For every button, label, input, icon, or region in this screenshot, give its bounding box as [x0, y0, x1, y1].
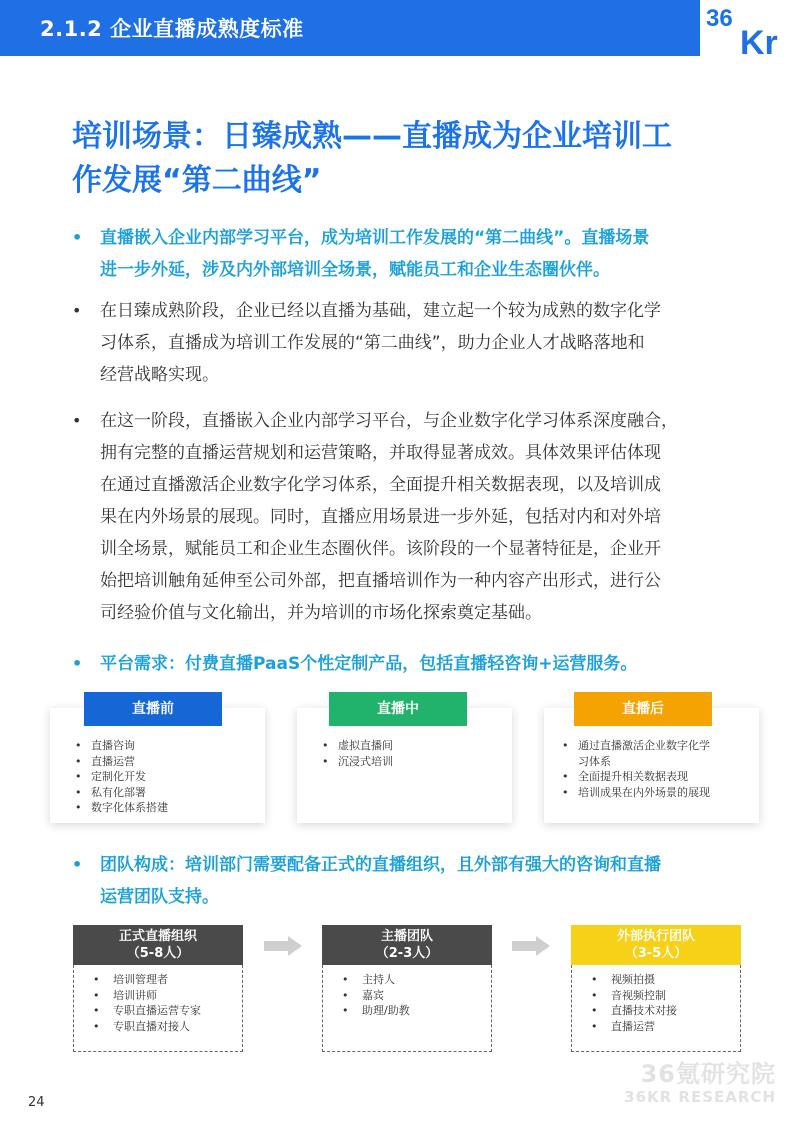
bullet-highlight [72, 222, 732, 286]
bullet-line: 在日臻成熟阶段，企业已经以直播为基础，建立起一个较为成熟的数字化学 [100, 301, 661, 321]
title-line: 作发展“第二曲线” [72, 163, 322, 198]
phase-list-during [322, 738, 393, 769]
bullet-dot-icon: • [72, 855, 83, 874]
team-list-formal [93, 972, 201, 1034]
list-item: • 直播运营 [591, 1019, 677, 1035]
team-head-formal [73, 925, 243, 965]
bullet-line: 平台需求：付费直播PaaS个性定制产品，包括直播轻咨询+运营服务。 [100, 654, 638, 674]
svg-text:36: 36 [706, 5, 733, 32]
team-size: （2-3人） [375, 946, 439, 961]
list-item-continuation: 习体系 [578, 754, 611, 768]
list-item: • 沉浸式培训 [322, 754, 393, 770]
bullet-list [72, 295, 732, 399]
list-item: • 直播咨询 [75, 738, 168, 754]
list-item: • 直播运营 [75, 754, 168, 770]
bullet-line: 始把培训触角延伸至公司外部，把直播培训作为一种内容产出形式，进行公 [100, 571, 661, 591]
team-name: 外部执行团队 [616, 929, 695, 944]
bullet-dot-icon: • [72, 301, 82, 320]
brand-logo [700, 0, 794, 56]
team-list-host [342, 972, 410, 1019]
bullet-list [72, 648, 732, 688]
bullet-line: 训全场景，赋能员工和企业生态圈伙伴。该阶段的一个显著特征是，企业开 [100, 539, 661, 559]
phase-list-before [75, 738, 168, 816]
list-item: • 专职直播对接人 [93, 1019, 201, 1035]
bullet-text [72, 295, 732, 391]
bullet-line: 直播嵌入企业内部学习平台，成为培训工作发展的“第二曲线”。直播场景 [100, 228, 650, 248]
team-size: （5-8人） [126, 946, 190, 961]
bullet-line: 在通过直播激活企业数字化学习体系，全面提升相关数据表现，以及培训成 [100, 475, 661, 495]
bullet-text [72, 405, 732, 629]
watermark [624, 1060, 776, 1106]
page-title [72, 115, 752, 203]
bullet-dot-icon: • [72, 654, 83, 673]
list-item: • 嘉宾 [342, 988, 410, 1004]
phase-list-after [562, 738, 710, 800]
bullet-line: 团队构成：培训部门需要配备正式的直播组织，且外部有强大的咨询和直播 [100, 855, 661, 875]
list-item: • 主持人 [342, 972, 410, 988]
bullet-line: 果在内外场景的展现。同时，直播应用场景进一步外延，包括对内和对外培 [100, 507, 661, 527]
list-item: • 直播技术对接 [591, 1003, 677, 1019]
phase-label-after: 直播后 [574, 692, 712, 726]
bullet-line: 经营战略实现。 [100, 365, 219, 385]
bullet-dot-icon: • [72, 228, 83, 247]
list-item: • 数字化体系搭建 [75, 800, 168, 816]
watermark-cn: 36氪研究院 [640, 1060, 776, 1088]
list-item: • 视频拍摄 [591, 972, 677, 988]
page-number: 24 [28, 1095, 45, 1110]
bullet-highlight [72, 849, 732, 913]
arrow-right-icon [264, 936, 302, 956]
phase-label-before: 直播前 [84, 692, 222, 726]
bullet-highlight [72, 648, 732, 680]
list-item: • 私有化部署 [75, 785, 168, 801]
section-title: 2.1.2 企业直播成熟度标准 [40, 17, 304, 41]
title-line: 培训场景：日臻成熟——直播成为企业培训工 [72, 119, 672, 154]
bullet-line: 司经验价值与文化输出，并为培训的市场化探索奠定基础。 [100, 603, 542, 623]
header-bar [0, 0, 760, 56]
bullet-line: 在这一阶段，直播嵌入企业内部学习平台，与企业数字化学习体系深度融合， [100, 411, 678, 431]
list-item: • 培训讲师 [93, 988, 201, 1004]
team-name: 正式直播组织 [118, 929, 197, 944]
list-item: • 培训成果在内外场景的展现 [562, 785, 710, 801]
bullet-line: 运营团队支持。 [100, 887, 219, 907]
list-item: • 专职直播运营专家 [93, 1003, 201, 1019]
bullet-dot-icon: • [72, 411, 82, 430]
list-item: • 培训管理者 [93, 972, 201, 988]
team-list-external [591, 972, 677, 1034]
list-item: • 通过直播激活企业数字化学 [562, 738, 710, 754]
list-item: • 音视频控制 [591, 988, 677, 1004]
team-name: 主播团队 [380, 929, 433, 944]
team-head-external [571, 925, 741, 965]
list-item: • 助理/助教 [342, 1003, 410, 1019]
watermark-en: 36KR RESEARCH [624, 1088, 776, 1106]
phase-label-during: 直播中 [329, 692, 467, 726]
list-item: • 虚拟直播间 [322, 738, 393, 754]
bullet-list [72, 849, 732, 921]
list-item: • 全面提升相关数据表现 [562, 769, 710, 785]
bullet-list [72, 222, 732, 294]
arrow-right-icon [512, 936, 550, 956]
list-item: • 定制化开发 [75, 769, 168, 785]
svg-text:Kr: Kr [740, 24, 778, 56]
list-item [562, 754, 710, 770]
bullet-list [72, 405, 732, 637]
bullet-line: 拥有完整的直播运营规划和运营策略，并取得显著成效。具体效果评估体现 [100, 443, 661, 463]
team-size: （3-5人） [624, 946, 688, 961]
bullet-line: 进一步外延，涉及内外部培训全场景，赋能员工和企业生态圈伙伴。 [100, 260, 610, 280]
team-head-host [322, 925, 492, 965]
bullet-line: 习体系，直播成为培训工作发展的“第二曲线”，助力企业人才战略落地和 [100, 333, 645, 353]
